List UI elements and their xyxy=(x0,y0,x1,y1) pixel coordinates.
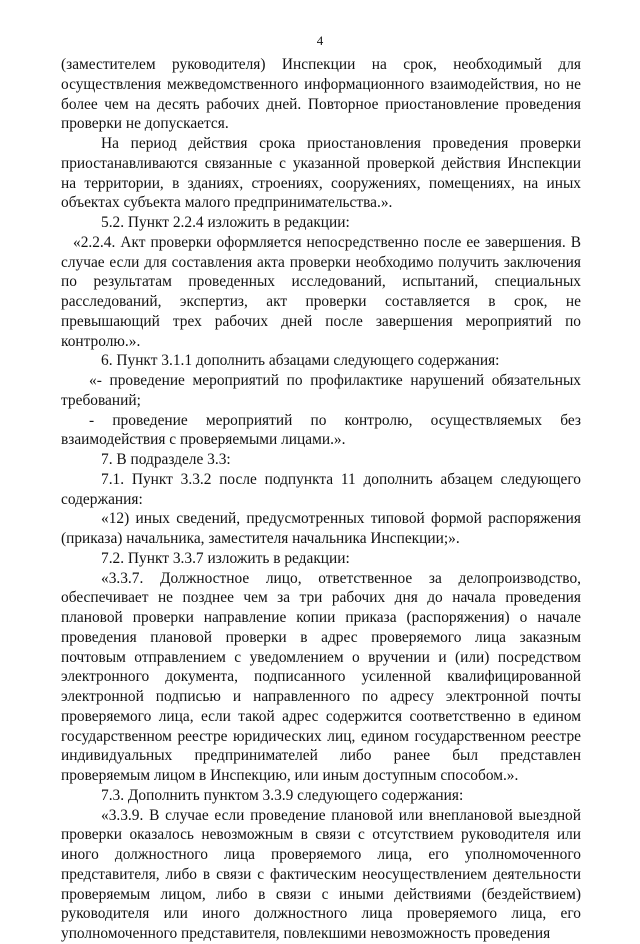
document-body xyxy=(61,55,581,944)
paragraph-6: 6. Пункт 3.1.1 дополнить абзацами следующего содержания: xyxy=(101,352,500,370)
paragraph-7-3: 7.3. Дополнить пунктом 3.3.9 следующего содержания: xyxy=(101,786,464,804)
paragraph-suspension-period: На период действия срока приостановления проведения проверки приостанавливаются связанные с указанной проверкой действия Инспекции на территории, в зданиях, строениях, сооружениях, помещениях, на иных объектах субъекта малого предпринимательства.». xyxy=(61,135,581,212)
paragraph-list-item-prevention: «- проведение мероприятий по профилактике нарушений обязательных требований; xyxy=(61,372,581,409)
paragraph-continuation: (заместителем руководителя) Инспекции на срок, необходимый для осуществления межведомственного информационного взаимодействия, но не более чем на десять рабочих дней. Повторное приостановление проведения проверки не допускается. xyxy=(61,56,581,133)
paragraph-2-2-4: «2.2.4. Акт проверки оформляется непосредственно после ее завершения. В случае если для составления акта проверки необходимо получить заключения по результатам проведенных исследований, испытаний, специальных расследований, экспертиз, акт проверки составляется в срок, не превышающий трех рабочих дней после завершения мероприятий по контролю.». xyxy=(61,233,581,350)
paragraph-subitem-12: «12) иных сведений, предусмотренных типовой формой распоряжения (приказа) начальника, заместителя начальника Инспекции;». xyxy=(61,510,581,547)
paragraph-7: 7. В подразделе 3.3: xyxy=(101,451,231,468)
paragraph-5-2: 5.2. Пункт 2.2.4 изложить в редакции: xyxy=(101,214,350,231)
paragraph-list-item-control: - проведение мероприятий по контролю, осуществляемых без взаимодействия с проверяемыми лицами.». xyxy=(61,411,581,449)
paragraph-3-3-9: «3.3.9. В случае если проведение плановой или внеплановой выездной проверки оказалось невозможным в связи с отсутствием руководителя или иного должностного лица проверяемого лица, его уполномоченного представителя, либо в связи с фактическим неосуществлением деятельности проверяемым лицом, либо в связи с иными действиями (бездействием) руководителя или иного должностного лица проверяемого лица, его уполномоченного представителя, повлекшими невозможность проведения xyxy=(61,806,581,942)
page-number: 4 xyxy=(316,33,324,48)
paragraph-7-1: 7.1. Пункт 3.3.2 после подпункта 11 дополнить абзацем следующего содержания: xyxy=(61,470,581,508)
paragraph-7-2: 7.2. Пункт 3.3.7 изложить в редакции: xyxy=(101,549,350,567)
paragraph-3-3-7: «3.3.7. Должностное лицо, ответственное за делопроизводство, обеспечивает не позднее чем за три рабочих дня до начала проведения плановой проверки направление копии приказа (распоряжения) о начале проведения плановой проверки в адрес проверяемого лица заказным почтовым отправлением с уведомлением о вручении и (или) посредством электронного документа, подписанного усиленной квалифицированной электронной подписью и направленного по адресу электронной почты проверяемого лица, если такой адрес содержится соответственно в едином государственном реестре юридических лиц, едином государственном реестре индивидуальных предпринимателей либо ранее был представлен проверяемым лицом в Инспекцию, или иным доступным способом.». xyxy=(61,569,581,784)
